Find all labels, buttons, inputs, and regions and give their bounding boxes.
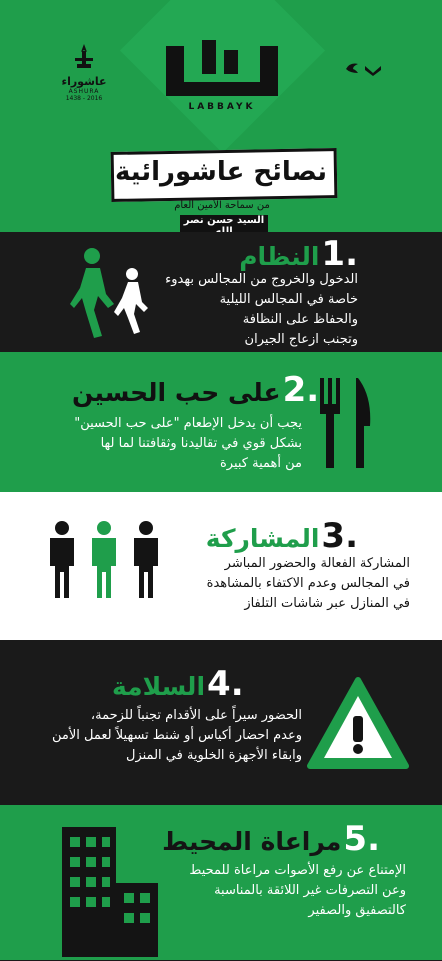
tip-5-heading [162, 819, 380, 859]
tip-1-heading [239, 234, 358, 274]
tip-5-number: 5. [343, 819, 380, 859]
tip-4-number: 4. [207, 664, 244, 704]
ashura-logo [58, 42, 110, 102]
tip-2-heading [72, 370, 319, 410]
bird-logo-icon [344, 60, 360, 80]
tip-1-body [165, 270, 358, 350]
subtitle: من سماحة الأمين العام [174, 200, 270, 211]
ashura-years-text: 1438 - 2016 [65, 95, 103, 102]
tip-4-line: الحضور سيراً على الأقدام تجنباً للزحمة، [90, 708, 302, 723]
tip-3-line: المشاركة الفعالة والحضور المباشر [224, 556, 410, 571]
tip-5-title: مراعاة المحيط [162, 827, 342, 856]
tip-4-title: السلامة [112, 672, 206, 701]
tip-4-line: وابقاء الأجهزة الخلوية في المنزل [126, 748, 302, 763]
tip-4-body [52, 706, 302, 766]
tip-2-line: يجب أن يدخل الإطعام "على حب الحسين" [74, 416, 302, 431]
tip-1-section [0, 232, 442, 352]
tip-4-heading [112, 664, 244, 704]
tip-2-title: على حب الحسين [72, 378, 281, 407]
tip-4-line: وعدم احضار أكياس أو شنط تسهيلاً لعمل الأمن [52, 728, 302, 743]
chevron-logo-icon [364, 62, 382, 81]
tip-5-section [0, 805, 442, 960]
tip-3-section [0, 492, 442, 640]
header-section [0, 0, 442, 232]
tip-2-number: 2. [282, 370, 320, 410]
tip-1-line: الدخول والخروج من المجالس بهدوء [165, 272, 358, 287]
tip-1-line: والحفاظ على النظافة [242, 312, 358, 327]
walking-people-icon [62, 246, 158, 346]
tip-1-number: 1. [321, 234, 358, 274]
tip-3-body [207, 554, 410, 614]
warning-icon [306, 676, 410, 774]
tip-2-section [0, 352, 442, 492]
tip-3-title: المشاركة [205, 524, 320, 553]
tip-1-line: وتجنب ازعاج الجيران [244, 332, 358, 347]
tip-1-line: خاصة في المجالس الليلية [219, 292, 358, 307]
tip-2-body [74, 414, 302, 474]
tip-5-body [189, 861, 406, 921]
tip-2-line: من أهمية كبيرة [219, 456, 302, 471]
group-people-icon [42, 520, 166, 604]
ashura-logo-text: عاشوراء [61, 75, 107, 88]
ashura-latin-text: ASHURA [68, 88, 100, 95]
tip-4-section [0, 640, 442, 805]
main-title: نصائح عاشورائية [114, 157, 328, 187]
building-icon [62, 827, 158, 961]
tip-3-number: 3. [321, 516, 358, 556]
tip-5-line: كالتصفيق والصفير [308, 903, 406, 918]
brand-latin-text: LABBAYK [188, 102, 256, 112]
speaker-name: السيد حسن نصر [180, 215, 268, 237]
tip-5-line: الإمتناع عن رفع الأصوات مراعاة للمحيط [189, 863, 406, 878]
brand-mark [160, 38, 284, 100]
labbayk-calligraphy-icon [162, 38, 282, 100]
tip-3-line: في المنازل عبر شاشات التلفاز [244, 596, 410, 611]
tip-2-line: بشكل قوي في تقاليدنا وثقافتنا لما لها [100, 436, 302, 451]
tip-3-line: في المجالس وعدم الاكتفاء بالمشاهدة [206, 576, 410, 591]
fork-knife-icon [318, 376, 378, 476]
ashura-emblem-icon [69, 42, 99, 72]
tip-5-line: وعن التصرفات غير اللائقة بالمناسبة [214, 883, 406, 898]
tip-1-title: النظام [239, 242, 320, 271]
tip-3-heading [206, 516, 358, 556]
brand-logo [160, 38, 284, 112]
